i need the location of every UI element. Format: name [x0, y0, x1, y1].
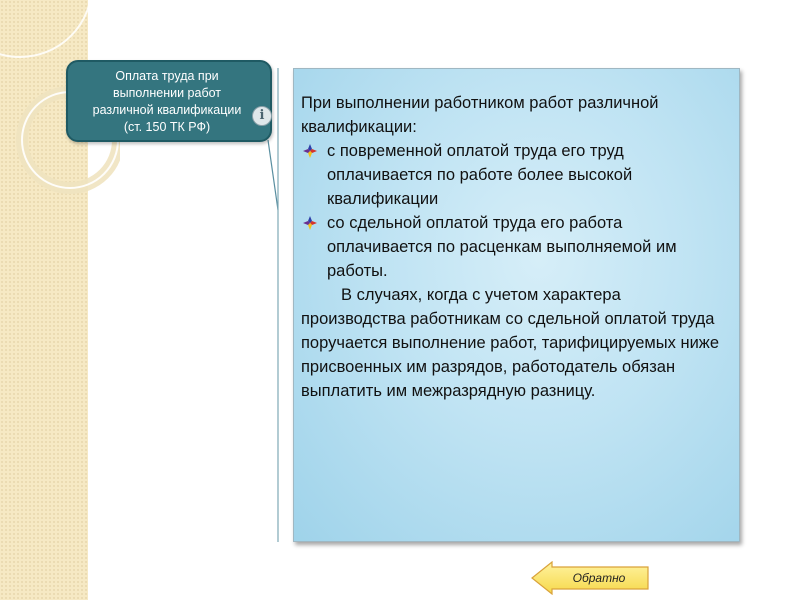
title-line: Оплата труда при: [115, 69, 219, 83]
body-paragraph: В случаях, когда с учетом характера производства работникам со сдельной оплатой труда поручается выполнение работ, тарифицируемых ниже присвоенных им разрядов, работодатель обязан выплатить им межразрядную разницу.: [301, 286, 720, 400]
title-line: выполнении работ: [112, 86, 222, 100]
list-item: [301, 139, 723, 211]
intro-text: При выполнении работником работ различной квалификации:: [301, 94, 659, 136]
topic-title-box: [66, 60, 272, 142]
info-icon[interactable]: i: [252, 106, 272, 126]
list-item-text: со сдельной оплатой труда его работа оплачивается по расценкам выполняемой им работы.: [327, 214, 677, 280]
title-line: различной квалификации: [92, 103, 242, 117]
list-item-text: с повременной оплатой труда его труд оплачивается по работе более высокой квалификации: [327, 142, 633, 208]
back-button-label: Обратно: [572, 571, 626, 585]
title-line: (ст. 150 ТК РФ): [123, 120, 211, 134]
colored-diamond-bullet-icon: [303, 216, 317, 230]
list-item: [301, 211, 723, 283]
back-button[interactable]: [530, 561, 650, 595]
content-panel: [293, 68, 740, 542]
colored-diamond-bullet-icon: [303, 144, 317, 158]
